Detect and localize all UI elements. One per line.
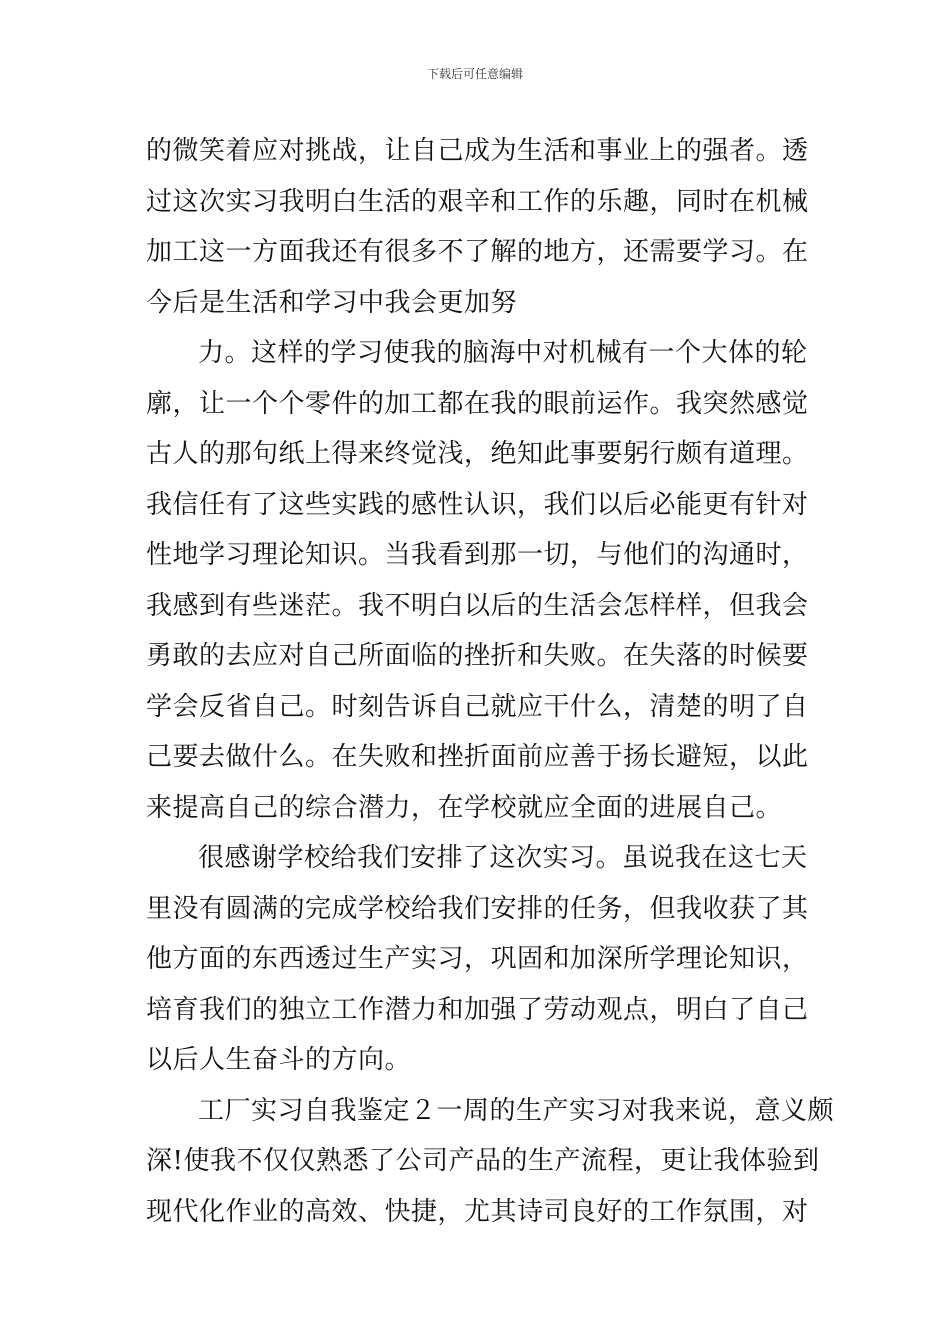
paragraph-first-line: 很感谢学校给我们安排了这次实习。虽说我在这七天: [198, 843, 808, 873]
paragraph-first-line: 力。这样的学习使我的脑海中对机械有一个大体的轮: [198, 338, 808, 368]
document-body: [146, 126, 835, 1237]
text-line: 深!使我不仅仅熟悉了公司产品的生产流程，更让我体验到: [146, 1146, 820, 1176]
text-line: 培育我们的独立工作潜力和加强了劳动观点，明白了自己: [146, 994, 809, 1025]
text-line: 加工这一方面我还有很多不了解的地方，还需要学习。在: [146, 237, 809, 267]
text-line: 里没有圆满的完成学校给我们安排的任务，但我收获了其: [146, 893, 809, 924]
text-line: 性地学习理论知识。当我看到那一切，与他们的沟通时，: [146, 540, 809, 570]
text-line: 己要去做什么。在失败和挫折面前应善于扬长避短，以此: [146, 742, 809, 772]
text-line: 现代化作业的高效、快捷，尤其诗司良好的工作氛围，对: [146, 1196, 809, 1227]
text-line: 过这次实习我明白生活的艰辛和工作的乐趣，同时在机械: [146, 186, 809, 217]
text-line: 古人的那句纸上得来终觉浅，绝知此事要躬行颇有道理。: [146, 439, 809, 469]
page-header: 下载后可任意编辑: [426, 67, 523, 81]
text-line: 学会反省自己。时刻告诉自己就应干什么，清楚的明了自: [146, 691, 809, 722]
text-line: 他方面的东西透过生产实习，巩固和加深所学理论知识，: [146, 944, 809, 974]
text-line: 勇敢的去应对自己所面临的挫折和失败。在失落的时候要: [146, 641, 809, 671]
text-line: 廓，让一个个零件的加工都在我的眼前运作。我突然感觉: [146, 388, 809, 419]
text-line: 今后是生活和学习中我会更加努: [146, 287, 518, 318]
text-line: 来提高自己的综合潜力，在学校就应全面的进展自己。: [146, 792, 783, 823]
text-line: 的微笑着应对挑战，让自己成为生活和事业上的强者。透: [146, 136, 809, 166]
text-line: 以后人生奋斗的方向。: [146, 1045, 412, 1075]
paragraph-first-line: 工厂实习自我鉴定２一周的生产实习对我来说，意义颇: [198, 1095, 835, 1126]
text-line: 我感到有些迷茫。我不明白以后的生活会怎样样，但我会: [146, 590, 809, 621]
text-line: 我信任有了这些实践的感性认识，我们以后必能更有针对: [146, 489, 809, 520]
